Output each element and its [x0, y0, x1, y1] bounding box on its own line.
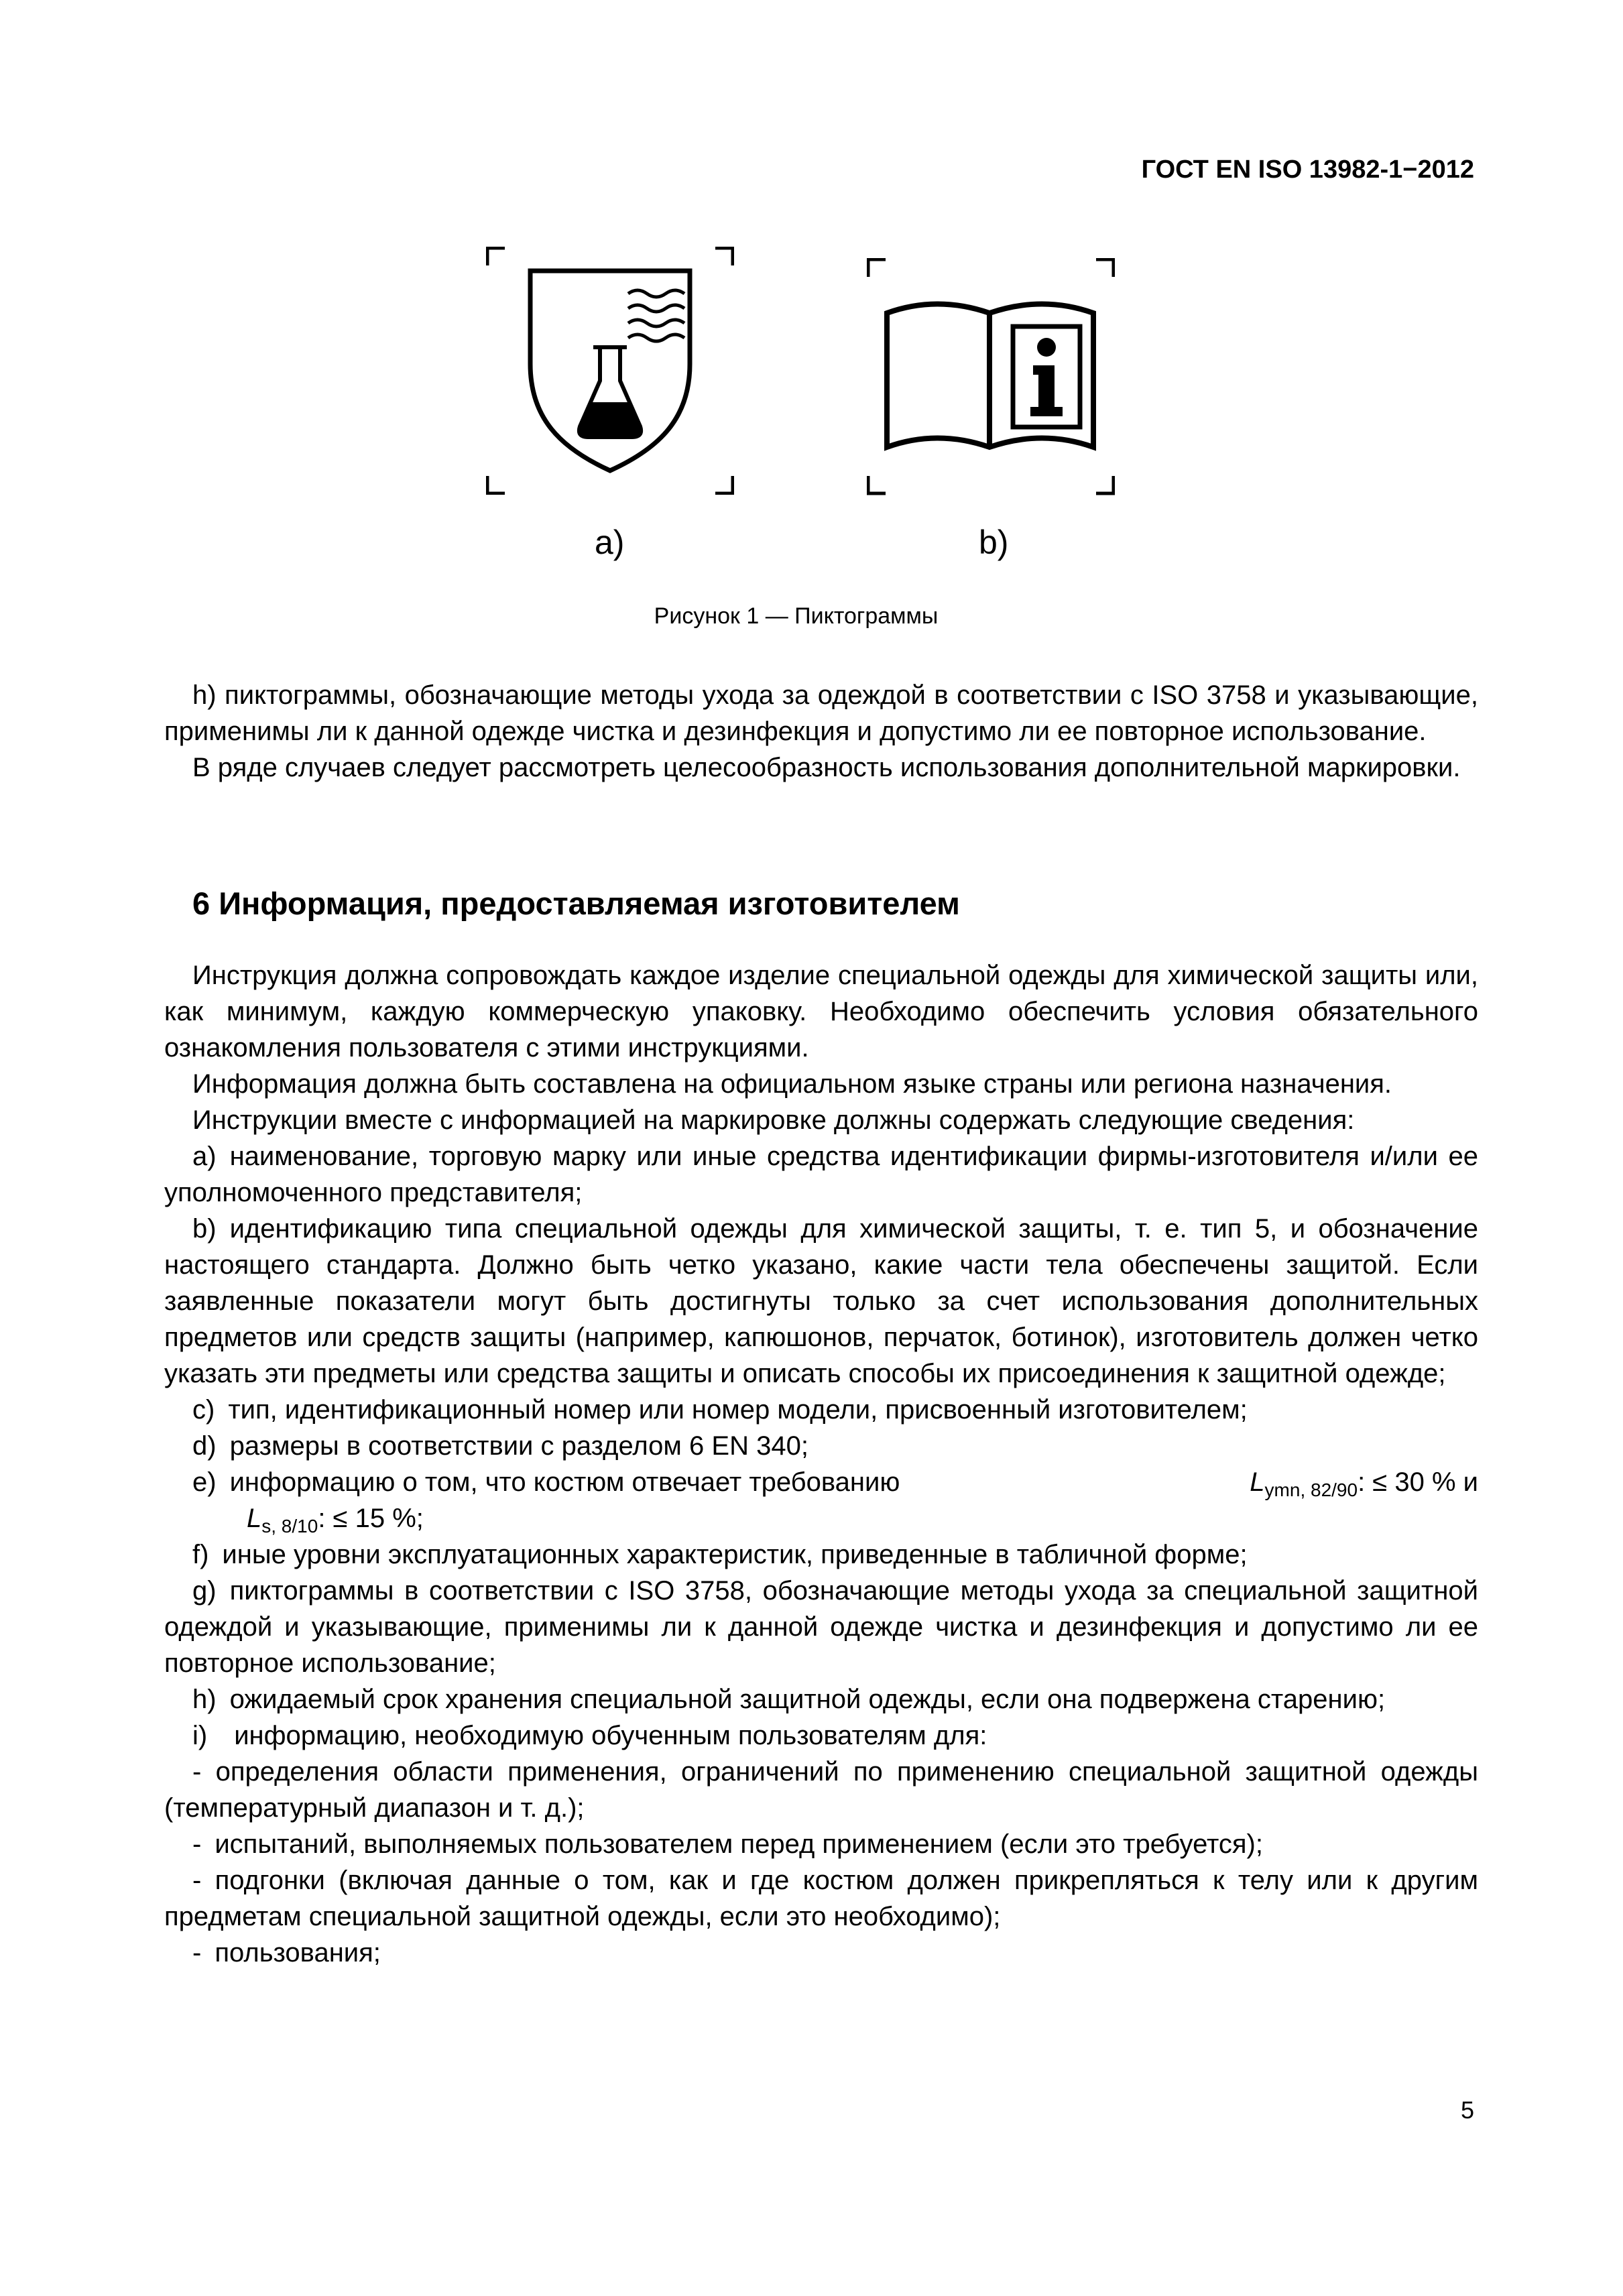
paragraph-instructions: Инструкция должна сопровождать каждое изделие специальной одежды для химической защиты или, как минимум, каждую коммерческую упаковку. Необходимо обеспечить условия обязательного ознакомления пользователя с этими инструкциями.: [164, 961, 1478, 1063]
page-number: 5: [1460, 2096, 1474, 2124]
dash-item-fitting: - подгонки (включая данные о том, как и где костюм должен прикрепляться к телу или к другим предметам специальной защитной одежды, если это необходимо);: [164, 1866, 1478, 1931]
symbol-l-2: L: [247, 1504, 262, 1533]
symbol-l: L: [1250, 1467, 1265, 1497]
list-item-i: i) информацию, необходимую обученным пользователям для:: [192, 1721, 987, 1750]
chemical-protection-shield-icon: [486, 247, 734, 495]
figure-label-b: b): [979, 524, 1009, 561]
item-e-limit-2: : ≤ 15 %;: [318, 1504, 424, 1533]
dash-item-scope: - определения области применения, ограничений по применению специальной защитной одежды (температурный диапазон и т. д.);: [164, 1757, 1478, 1823]
read-instructions-book-icon: [867, 258, 1115, 496]
list-item-a: a) наименование, торговую марку или иные средства идентификации фирмы-изготовителя и/или ее уполномоченного представителя;: [164, 1142, 1478, 1207]
figure-caption: Рисунок 1 — Пиктограммы: [654, 603, 939, 629]
paragraph-language: Информация должна быть составлена на официальном языке страны или региона назначения.: [192, 1069, 1392, 1099]
list-item-f: f) иные уровни эксплуатационных характеристик, приведенные в табличной форме;: [192, 1540, 1248, 1569]
list-item-c: c) тип, идентификационный номер или номер модели, присвоенный изготовителем;: [192, 1395, 1248, 1425]
figure-label-a: a): [595, 524, 625, 561]
intro-text: [164, 677, 1478, 786]
document-header: ГОСТ EN ISO 13982-1−2012: [1141, 156, 1474, 184]
intro-paragraph-marking: В ряде случаев следует рассмотреть целесообразность использования дополнительной маркировки.: [192, 753, 1461, 782]
paragraph-contents: Инструкции вместе с информацией на маркировке должны содержать следующие сведения:: [192, 1105, 1355, 1135]
subscript-ymn: ymn, 82/90: [1264, 1479, 1358, 1500]
item-e-formula-1: [1250, 1464, 1478, 1500]
intro-paragraph-h: h) пиктограммы, обозначающие методы ухода за одеждой в соответствии с ISO 3758 и указывающие, применимы ли к данной одежде чистка и дезинфекция и допустимо ли ее повторное использование.: [164, 680, 1478, 746]
subscript-s: s, 8/10: [261, 1516, 318, 1536]
list-item-e: [164, 1464, 1478, 1536]
list-item-h: h) ожидаемый срок хранения специальной защитной одежды, если она подвержена старению;: [192, 1685, 1386, 1714]
section-body: [164, 957, 1478, 1971]
pictogram-a: [486, 247, 734, 495]
item-e-text: e) информацию о том, что костюм отвечает требованию: [192, 1467, 900, 1497]
list-item-g: g) пиктограммы в соответствии с ISO 3758, обозначающие методы ухода за специальной защитной одеждой и указывающие, применимы ли к данной одежде чистка и дезинфекция и допустимо ли ее повторное использование;: [164, 1576, 1478, 1678]
pictogram-b: [867, 258, 1115, 496]
list-item-b: b) идентификацию типа специальной одежды для химической защиты, т. е. тип 5, и обозначение настоящего стандарта. Должно быть четко указано, какие части тела обеспечены защитой. Если заявленные показатели могут быть достигнуты только за счет использования дополнительных предметов или средств защиты (например, капюшонов, перчаток, ботинок), изготовитель должен четко указать эти предметы или средства защиты и описать способы их присоединения к защитной одежде;: [164, 1214, 1478, 1388]
item-e-limit-1: : ≤ 30 % и: [1358, 1467, 1478, 1497]
list-item-d: d) размеры в соответствии с разделом 6 EN 340;: [192, 1431, 808, 1461]
dash-item-tests: - испытаний, выполняемых пользователем перед применением (если это требуется);: [192, 1829, 1263, 1859]
section-heading: 6 Информация, предоставляемая изготовителем: [192, 886, 960, 921]
dash-item-usage: - пользования;: [192, 1938, 381, 1968]
